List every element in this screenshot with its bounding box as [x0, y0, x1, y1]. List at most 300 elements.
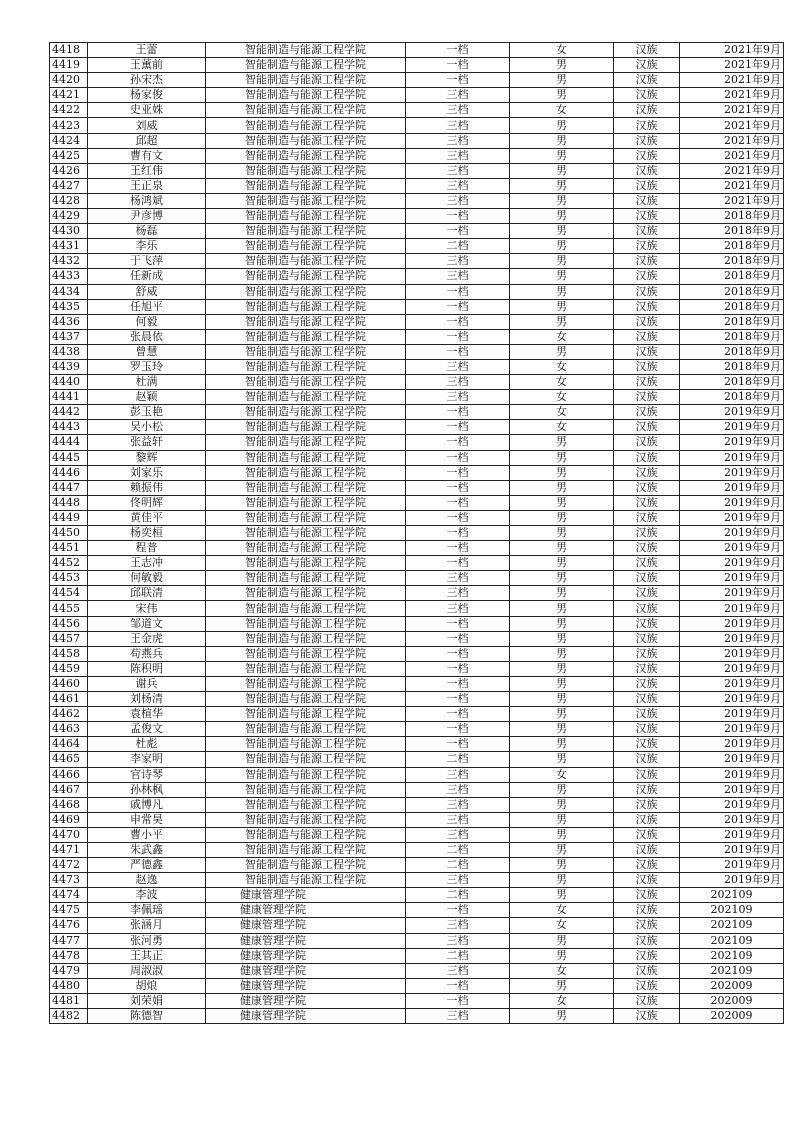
student-name-cell: 王志冲 [88, 556, 206, 571]
student-name-cell: 李家明 [88, 752, 206, 767]
aid-grade-cell: 一档 [406, 209, 510, 224]
enrollment-date-cell: 2018年9月 [680, 254, 784, 269]
gender-cell: 男 [510, 752, 614, 767]
gender-cell: 男 [510, 118, 614, 133]
table-row [50, 933, 784, 948]
ethnicity-cell: 汉族 [614, 918, 680, 933]
college-name-cell: 智能制造与能源工程学院 [206, 178, 406, 193]
college-name-cell: 健康管理学院 [206, 918, 406, 933]
table-row [50, 284, 784, 299]
student-name-cell: 王金虎 [88, 631, 206, 646]
row-number-cell: 4476 [50, 918, 88, 933]
table-row [50, 963, 784, 978]
college-name-cell: 智能制造与能源工程学院 [206, 767, 406, 782]
ethnicity-cell: 汉族 [614, 344, 680, 359]
college-name-cell: 健康管理学院 [206, 948, 406, 963]
student-name-cell: 胡烺 [88, 978, 206, 993]
enrollment-date-cell: 202109 [680, 918, 784, 933]
gender-cell: 男 [510, 737, 614, 752]
enrollment-date-cell: 2021年9月 [680, 118, 784, 133]
gender-cell: 男 [510, 541, 614, 556]
aid-grade-cell: 一档 [406, 526, 510, 541]
gender-cell: 男 [510, 1009, 614, 1024]
ethnicity-cell: 汉族 [614, 375, 680, 390]
aid-grade-cell: 一档 [406, 73, 510, 88]
aid-grade-cell: 三档 [406, 269, 510, 284]
row-number-cell: 4470 [50, 827, 88, 842]
college-name-cell: 健康管理学院 [206, 993, 406, 1008]
ethnicity-cell: 汉族 [614, 752, 680, 767]
college-name-cell: 智能制造与能源工程学院 [206, 737, 406, 752]
gender-cell: 男 [510, 707, 614, 722]
enrollment-date-cell: 2019年9月 [680, 495, 784, 510]
ethnicity-cell: 汉族 [614, 390, 680, 405]
enrollment-date-cell: 2019年9月 [680, 858, 784, 873]
college-name-cell: 智能制造与能源工程学院 [206, 103, 406, 118]
student-name-cell: 杜彪 [88, 737, 206, 752]
student-name-cell: 杨磊 [88, 224, 206, 239]
aid-grade-cell: 一档 [406, 224, 510, 239]
student-name-cell: 曾慧 [88, 344, 206, 359]
college-name-cell: 智能制造与能源工程学院 [206, 707, 406, 722]
gender-cell: 女 [510, 359, 614, 374]
gender-cell: 男 [510, 510, 614, 525]
table-row [50, 43, 784, 58]
gender-cell: 男 [510, 58, 614, 73]
student-name-cell: 刘家乐 [88, 465, 206, 480]
gender-cell: 男 [510, 435, 614, 450]
table-row [50, 359, 784, 374]
table-row [50, 163, 784, 178]
ethnicity-cell: 汉族 [614, 948, 680, 963]
enrollment-date-cell: 2019年9月 [680, 571, 784, 586]
ethnicity-cell: 汉族 [614, 314, 680, 329]
college-name-cell: 智能制造与能源工程学院 [206, 631, 406, 646]
gender-cell: 女 [510, 329, 614, 344]
aid-grade-cell: 二档 [406, 752, 510, 767]
student-name-cell: 任新成 [88, 269, 206, 284]
aid-grade-cell: 一档 [406, 661, 510, 676]
table-row [50, 118, 784, 133]
student-name-cell: 严德鑫 [88, 858, 206, 873]
ethnicity-cell: 汉族 [614, 571, 680, 586]
aid-grade-cell: 三档 [406, 963, 510, 978]
gender-cell: 男 [510, 465, 614, 480]
row-number-cell: 4432 [50, 254, 88, 269]
gender-cell: 男 [510, 314, 614, 329]
enrollment-date-cell: 2019年9月 [680, 420, 784, 435]
college-name-cell: 智能制造与能源工程学院 [206, 359, 406, 374]
student-name-cell: 王薰前 [88, 58, 206, 73]
gender-cell: 男 [510, 873, 614, 888]
table-row [50, 676, 784, 691]
aid-grade-cell: 三档 [406, 390, 510, 405]
aid-grade-cell: 一档 [406, 510, 510, 525]
table-row [50, 450, 784, 465]
student-name-cell: 宋伟 [88, 601, 206, 616]
row-number-cell: 4454 [50, 586, 88, 601]
ethnicity-cell: 汉族 [614, 1009, 680, 1024]
enrollment-date-cell: 2021年9月 [680, 163, 784, 178]
student-name-cell: 刘荣娟 [88, 993, 206, 1008]
student-name-cell: 杨鸿斌 [88, 193, 206, 208]
enrollment-date-cell: 2021年9月 [680, 133, 784, 148]
student-name-cell: 李佩瑶 [88, 903, 206, 918]
row-number-cell: 4429 [50, 209, 88, 224]
enrollment-date-cell: 2018年9月 [680, 224, 784, 239]
table-row [50, 827, 784, 842]
college-name-cell: 智能制造与能源工程学院 [206, 812, 406, 827]
row-number-cell: 4475 [50, 903, 88, 918]
aid-grade-cell: 三档 [406, 1009, 510, 1024]
student-name-cell: 曹小平 [88, 827, 206, 842]
enrollment-date-cell: 2019年9月 [680, 616, 784, 631]
gender-cell: 男 [510, 586, 614, 601]
student-name-cell: 苟燕兵 [88, 646, 206, 661]
enrollment-date-cell: 2018年9月 [680, 299, 784, 314]
college-name-cell: 智能制造与能源工程学院 [206, 375, 406, 390]
gender-cell: 男 [510, 239, 614, 254]
aid-grade-cell: 二档 [406, 239, 510, 254]
row-number-cell: 4444 [50, 435, 88, 450]
gender-cell: 女 [510, 390, 614, 405]
table-row [50, 556, 784, 571]
student-name-cell: 史亚姝 [88, 103, 206, 118]
row-number-cell: 4425 [50, 148, 88, 163]
ethnicity-cell: 汉族 [614, 827, 680, 842]
table-row [50, 601, 784, 616]
enrollment-date-cell: 202109 [680, 948, 784, 963]
college-name-cell: 智能制造与能源工程学院 [206, 450, 406, 465]
gender-cell: 男 [510, 163, 614, 178]
row-number-cell: 4457 [50, 631, 88, 646]
row-number-cell: 4441 [50, 390, 88, 405]
enrollment-date-cell: 2018年9月 [680, 359, 784, 374]
row-number-cell: 4479 [50, 963, 88, 978]
college-name-cell: 智能制造与能源工程学院 [206, 797, 406, 812]
ethnicity-cell: 汉族 [614, 88, 680, 103]
student-name-cell: 邱联清 [88, 586, 206, 601]
row-number-cell: 4421 [50, 88, 88, 103]
table-row [50, 782, 784, 797]
student-name-cell: 吴小松 [88, 420, 206, 435]
student-name-cell: 于飞萍 [88, 254, 206, 269]
student-name-cell: 何毅 [88, 314, 206, 329]
table-row [50, 571, 784, 586]
aid-grade-cell: 一档 [406, 541, 510, 556]
ethnicity-cell: 汉族 [614, 858, 680, 873]
student-name-cell: 陈积明 [88, 661, 206, 676]
college-name-cell: 智能制造与能源工程学院 [206, 782, 406, 797]
row-number-cell: 4468 [50, 797, 88, 812]
gender-cell: 男 [510, 616, 614, 631]
college-name-cell: 智能制造与能源工程学院 [206, 526, 406, 541]
college-name-cell: 智能制造与能源工程学院 [206, 390, 406, 405]
college-name-cell: 智能制造与能源工程学院 [206, 480, 406, 495]
gender-cell: 男 [510, 193, 614, 208]
enrollment-date-cell: 2018年9月 [680, 329, 784, 344]
ethnicity-cell: 汉族 [614, 450, 680, 465]
student-name-cell: 周淑淑 [88, 963, 206, 978]
row-number-cell: 4446 [50, 465, 88, 480]
enrollment-date-cell: 202009 [680, 993, 784, 1008]
ethnicity-cell: 汉族 [614, 888, 680, 903]
gender-cell: 男 [510, 858, 614, 873]
enrollment-date-cell: 2019年9月 [680, 510, 784, 525]
college-name-cell: 智能制造与能源工程学院 [206, 495, 406, 510]
row-number-cell: 4428 [50, 193, 88, 208]
table-row [50, 495, 784, 510]
college-name-cell: 健康管理学院 [206, 978, 406, 993]
row-number-cell: 4461 [50, 692, 88, 707]
ethnicity-cell: 汉族 [614, 405, 680, 420]
table-row [50, 58, 784, 73]
college-name-cell: 健康管理学院 [206, 963, 406, 978]
ethnicity-cell: 汉族 [614, 193, 680, 208]
aid-grade-cell: 一档 [406, 465, 510, 480]
table-row [50, 254, 784, 269]
college-name-cell: 健康管理学院 [206, 1009, 406, 1024]
gender-cell: 男 [510, 661, 614, 676]
enrollment-date-cell: 202109 [680, 933, 784, 948]
ethnicity-cell: 汉族 [614, 224, 680, 239]
enrollment-date-cell: 202009 [680, 1009, 784, 1024]
row-number-cell: 4447 [50, 480, 88, 495]
ethnicity-cell: 汉族 [614, 465, 680, 480]
student-name-cell: 刘杨清 [88, 692, 206, 707]
enrollment-date-cell: 2019年9月 [680, 782, 784, 797]
row-number-cell: 4430 [50, 224, 88, 239]
enrollment-date-cell: 2019年9月 [680, 692, 784, 707]
aid-grade-cell: 三档 [406, 88, 510, 103]
ethnicity-cell: 汉族 [614, 797, 680, 812]
gender-cell: 男 [510, 73, 614, 88]
ethnicity-cell: 汉族 [614, 767, 680, 782]
aid-grade-cell: 三档 [406, 193, 510, 208]
college-name-cell: 智能制造与能源工程学院 [206, 676, 406, 691]
aid-grade-cell: 一档 [406, 993, 510, 1008]
gender-cell: 男 [510, 948, 614, 963]
aid-grade-cell: 三档 [406, 359, 510, 374]
ethnicity-cell: 汉族 [614, 963, 680, 978]
table-row [50, 344, 784, 359]
row-number-cell: 4427 [50, 178, 88, 193]
student-name-cell: 谢兵 [88, 676, 206, 691]
college-name-cell: 健康管理学院 [206, 888, 406, 903]
college-name-cell: 智能制造与能源工程学院 [206, 344, 406, 359]
aid-grade-cell: 一档 [406, 707, 510, 722]
aid-grade-cell: 三档 [406, 827, 510, 842]
ethnicity-cell: 汉族 [614, 480, 680, 495]
row-number-cell: 4445 [50, 450, 88, 465]
gender-cell: 男 [510, 133, 614, 148]
student-name-cell: 申常昊 [88, 812, 206, 827]
ethnicity-cell: 汉族 [614, 284, 680, 299]
aid-grade-cell: 三档 [406, 933, 510, 948]
student-name-cell: 佟明辉 [88, 495, 206, 510]
ethnicity-cell: 汉族 [614, 43, 680, 58]
college-name-cell: 智能制造与能源工程学院 [206, 571, 406, 586]
enrollment-date-cell: 2019年9月 [680, 873, 784, 888]
gender-cell: 男 [510, 299, 614, 314]
gender-cell: 男 [510, 797, 614, 812]
enrollment-date-cell: 2019年9月 [680, 450, 784, 465]
college-name-cell: 智能制造与能源工程学院 [206, 329, 406, 344]
gender-cell: 男 [510, 722, 614, 737]
enrollment-date-cell: 2018年9月 [680, 209, 784, 224]
aid-grade-cell: 二档 [406, 948, 510, 963]
aid-grade-cell: 三档 [406, 178, 510, 193]
aid-grade-cell: 一档 [406, 722, 510, 737]
table-row [50, 405, 784, 420]
ethnicity-cell: 汉族 [614, 209, 680, 224]
gender-cell: 男 [510, 344, 614, 359]
student-name-cell: 王其正 [88, 948, 206, 963]
table-row [50, 269, 784, 284]
ethnicity-cell: 汉族 [614, 541, 680, 556]
row-number-cell: 4466 [50, 767, 88, 782]
college-name-cell: 智能制造与能源工程学院 [206, 118, 406, 133]
ethnicity-cell: 汉族 [614, 118, 680, 133]
table-row [50, 993, 784, 1008]
table-row [50, 661, 784, 676]
college-name-cell: 智能制造与能源工程学院 [206, 661, 406, 676]
student-name-cell: 张晨依 [88, 329, 206, 344]
college-name-cell: 智能制造与能源工程学院 [206, 88, 406, 103]
aid-grade-cell: 三档 [406, 782, 510, 797]
table-row [50, 797, 784, 812]
gender-cell: 男 [510, 676, 614, 691]
ethnicity-cell: 汉族 [614, 163, 680, 178]
aid-grade-cell: 二档 [406, 858, 510, 873]
aid-grade-cell: 一档 [406, 737, 510, 752]
gender-cell: 女 [510, 420, 614, 435]
college-name-cell: 智能制造与能源工程学院 [206, 405, 406, 420]
college-name-cell: 智能制造与能源工程学院 [206, 873, 406, 888]
gender-cell: 男 [510, 631, 614, 646]
row-number-cell: 4456 [50, 616, 88, 631]
table-row [50, 812, 784, 827]
enrollment-date-cell: 2018年9月 [680, 239, 784, 254]
enrollment-date-cell: 2019年9月 [680, 767, 784, 782]
enrollment-date-cell: 2018年9月 [680, 344, 784, 359]
row-number-cell: 4482 [50, 1009, 88, 1024]
row-number-cell: 4474 [50, 888, 88, 903]
gender-cell: 女 [510, 103, 614, 118]
aid-grade-cell: 三档 [406, 148, 510, 163]
gender-cell: 男 [510, 224, 614, 239]
college-name-cell: 智能制造与能源工程学院 [206, 752, 406, 767]
row-number-cell: 4455 [50, 601, 88, 616]
enrollment-date-cell: 2019年9月 [680, 676, 784, 691]
ethnicity-cell: 汉族 [614, 526, 680, 541]
gender-cell: 女 [510, 43, 614, 58]
college-name-cell: 智能制造与能源工程学院 [206, 858, 406, 873]
ethnicity-cell: 汉族 [614, 782, 680, 797]
table-row [50, 465, 784, 480]
student-name-cell: 孙宋杰 [88, 73, 206, 88]
student-name-cell: 李波 [88, 888, 206, 903]
gender-cell: 男 [510, 571, 614, 586]
ethnicity-cell: 汉族 [614, 676, 680, 691]
row-number-cell: 4462 [50, 707, 88, 722]
row-number-cell: 4443 [50, 420, 88, 435]
student-name-cell: 王正泉 [88, 178, 206, 193]
ethnicity-cell: 汉族 [614, 722, 680, 737]
gender-cell: 女 [510, 903, 614, 918]
student-name-cell: 袁楦华 [88, 707, 206, 722]
gender-cell: 男 [510, 284, 614, 299]
aid-grade-cell: 一档 [406, 495, 510, 510]
enrollment-date-cell: 2019年9月 [680, 541, 784, 556]
college-name-cell: 智能制造与能源工程学院 [206, 510, 406, 525]
row-number-cell: 4458 [50, 646, 88, 661]
enrollment-date-cell: 2019年9月 [680, 435, 784, 450]
college-name-cell: 智能制造与能源工程学院 [206, 133, 406, 148]
row-number-cell: 4420 [50, 73, 88, 88]
aid-grade-cell: 一档 [406, 43, 510, 58]
table-row [50, 178, 784, 193]
student-name-cell: 罗玉玲 [88, 359, 206, 374]
aid-grade-cell: 三档 [406, 767, 510, 782]
ethnicity-cell: 汉族 [614, 692, 680, 707]
college-name-cell: 智能制造与能源工程学院 [206, 722, 406, 737]
row-number-cell: 4433 [50, 269, 88, 284]
ethnicity-cell: 汉族 [614, 993, 680, 1008]
table-row [50, 133, 784, 148]
row-number-cell: 4460 [50, 676, 88, 691]
aid-grade-cell: 一档 [406, 903, 510, 918]
student-name-cell: 黄佳平 [88, 510, 206, 525]
enrollment-date-cell: 2018年9月 [680, 390, 784, 405]
enrollment-date-cell: 2021年9月 [680, 103, 784, 118]
enrollment-date-cell: 2018年9月 [680, 269, 784, 284]
ethnicity-cell: 汉族 [614, 842, 680, 857]
enrollment-date-cell: 2021年9月 [680, 178, 784, 193]
student-name-cell: 张河勇 [88, 933, 206, 948]
table-row [50, 903, 784, 918]
ethnicity-cell: 汉族 [614, 586, 680, 601]
row-number-cell: 4451 [50, 541, 88, 556]
student-name-cell: 孟俊文 [88, 722, 206, 737]
aid-grade-cell: 一档 [406, 978, 510, 993]
row-number-cell: 4440 [50, 375, 88, 390]
table-row [50, 103, 784, 118]
aid-grade-cell: 一档 [406, 435, 510, 450]
row-number-cell: 4471 [50, 842, 88, 857]
gender-cell: 男 [510, 178, 614, 193]
gender-cell: 女 [510, 918, 614, 933]
table-row [50, 299, 784, 314]
ethnicity-cell: 汉族 [614, 812, 680, 827]
gender-cell: 女 [510, 405, 614, 420]
aid-grade-cell: 一档 [406, 631, 510, 646]
ethnicity-cell: 汉族 [614, 661, 680, 676]
college-name-cell: 智能制造与能源工程学院 [206, 465, 406, 480]
student-name-cell: 杨奕桓 [88, 526, 206, 541]
aid-grade-cell: 一档 [406, 299, 510, 314]
student-name-cell: 张益轩 [88, 435, 206, 450]
enrollment-date-cell: 2019年9月 [680, 737, 784, 752]
student-name-cell: 彭玉艳 [88, 405, 206, 420]
enrollment-date-cell: 2019年9月 [680, 797, 784, 812]
table-row [50, 88, 784, 103]
ethnicity-cell: 汉族 [614, 631, 680, 646]
enrollment-date-cell: 2019年9月 [680, 465, 784, 480]
ethnicity-cell: 汉族 [614, 556, 680, 571]
gender-cell: 男 [510, 148, 614, 163]
college-name-cell: 智能制造与能源工程学院 [206, 541, 406, 556]
